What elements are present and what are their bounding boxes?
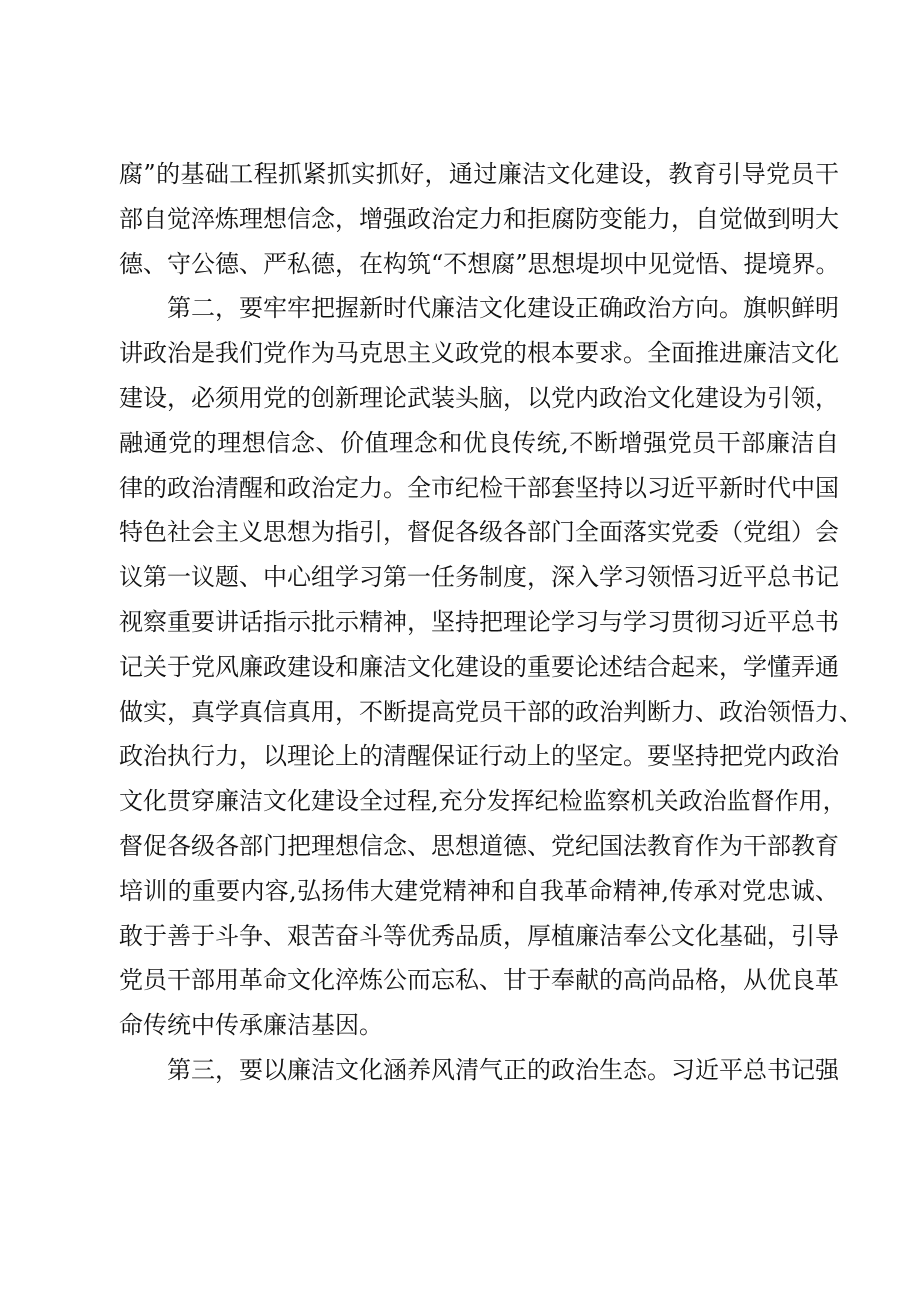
paragraph-line: 督促各级各部门把理想信念、思想道德、党纪国法教育作为干部教育 — [119, 831, 839, 860]
paragraph-line: 培训的重要内容,弘扬伟大建党精神和自我革命精神,传承对党忠诚、 — [119, 876, 839, 905]
paragraph-line: 记关于党风廉政建设和廉洁文化建设的重要论述结合起来，学懂弄通 — [119, 652, 839, 681]
paragraph-line: 特色社会主义思想为指引，督促各级各部门全面落实党委（党组）会 — [119, 518, 839, 547]
paragraph-line: 做实，真学真信真用，不断提高党员干部的政治判断力、政治领悟力、 — [119, 697, 863, 726]
paragraph-line: 敢于善于斗争、艰苦奋斗等优秀品质，厚植廉洁奉公文化基础，引导 — [119, 921, 839, 950]
paragraph-line: 部自觉淬炼理想信念，增强政治定力和拒腐防变能力，自觉做到明大 — [119, 204, 839, 233]
paragraph-line: 第二，要牢牢把握新时代廉洁文化建设正确政治方向。旗帜鲜明 — [167, 294, 839, 323]
paragraph-line: 第三，要以廉洁文化涵养风清气正的政治生态。习近平总书记强 — [167, 1055, 839, 1084]
paragraph-line: 文化贯穿廉洁文化建设全过程,充分发挥纪检监察机关政治监督作用， — [119, 787, 847, 816]
paragraph-line: 讲政治是我们党作为马克思主义政党的根本要求。全面推进廉洁文化 — [119, 339, 839, 368]
paragraph-line: 德、守公德、严私德，在构筑“不想腐”思想堤坝中见觉悟、提境界。 — [119, 249, 840, 278]
document-body — [119, 152, 863, 1093]
paragraph-line: 命传统中传承廉洁基因。 — [119, 1011, 383, 1040]
paragraph-line: 融通党的理想信念、价值理念和优良传统,不断增强党员干部廉洁自 — [119, 428, 839, 457]
paragraph-line: 视察重要讲话指示批示精神，坚持把理论学习与学习贯彻习近平总书 — [119, 607, 839, 636]
paragraph-line: 党员干部用革命文化淬炼公而忘私、甘于奉献的高尚品格，从优良革 — [119, 966, 839, 995]
paragraph-line: 建设，必须用党的创新理论武装头脑，以党内政治文化建设为引领， — [119, 383, 839, 412]
paragraph-3 — [119, 1048, 839, 1093]
paragraph-line: 腐”的基础工程抓紧抓实抓好，通过廉洁文化建设，教育引导党员干 — [119, 160, 839, 188]
paragraph-line: 议第一议题、中心组学习第一任务制度，深入学习领悟习近平总书记 — [119, 563, 839, 592]
paragraph-line: 律的政治清醒和政治定力。全市纪检干部套坚持以习近平新时代中国 — [119, 473, 839, 502]
paragraph-line: 政治执行力，以理论上的清醒保证行动上的坚定。要坚持把党内政治 — [119, 742, 839, 771]
paragraph-1 — [119, 152, 839, 286]
paragraph-2 — [119, 286, 863, 1048]
